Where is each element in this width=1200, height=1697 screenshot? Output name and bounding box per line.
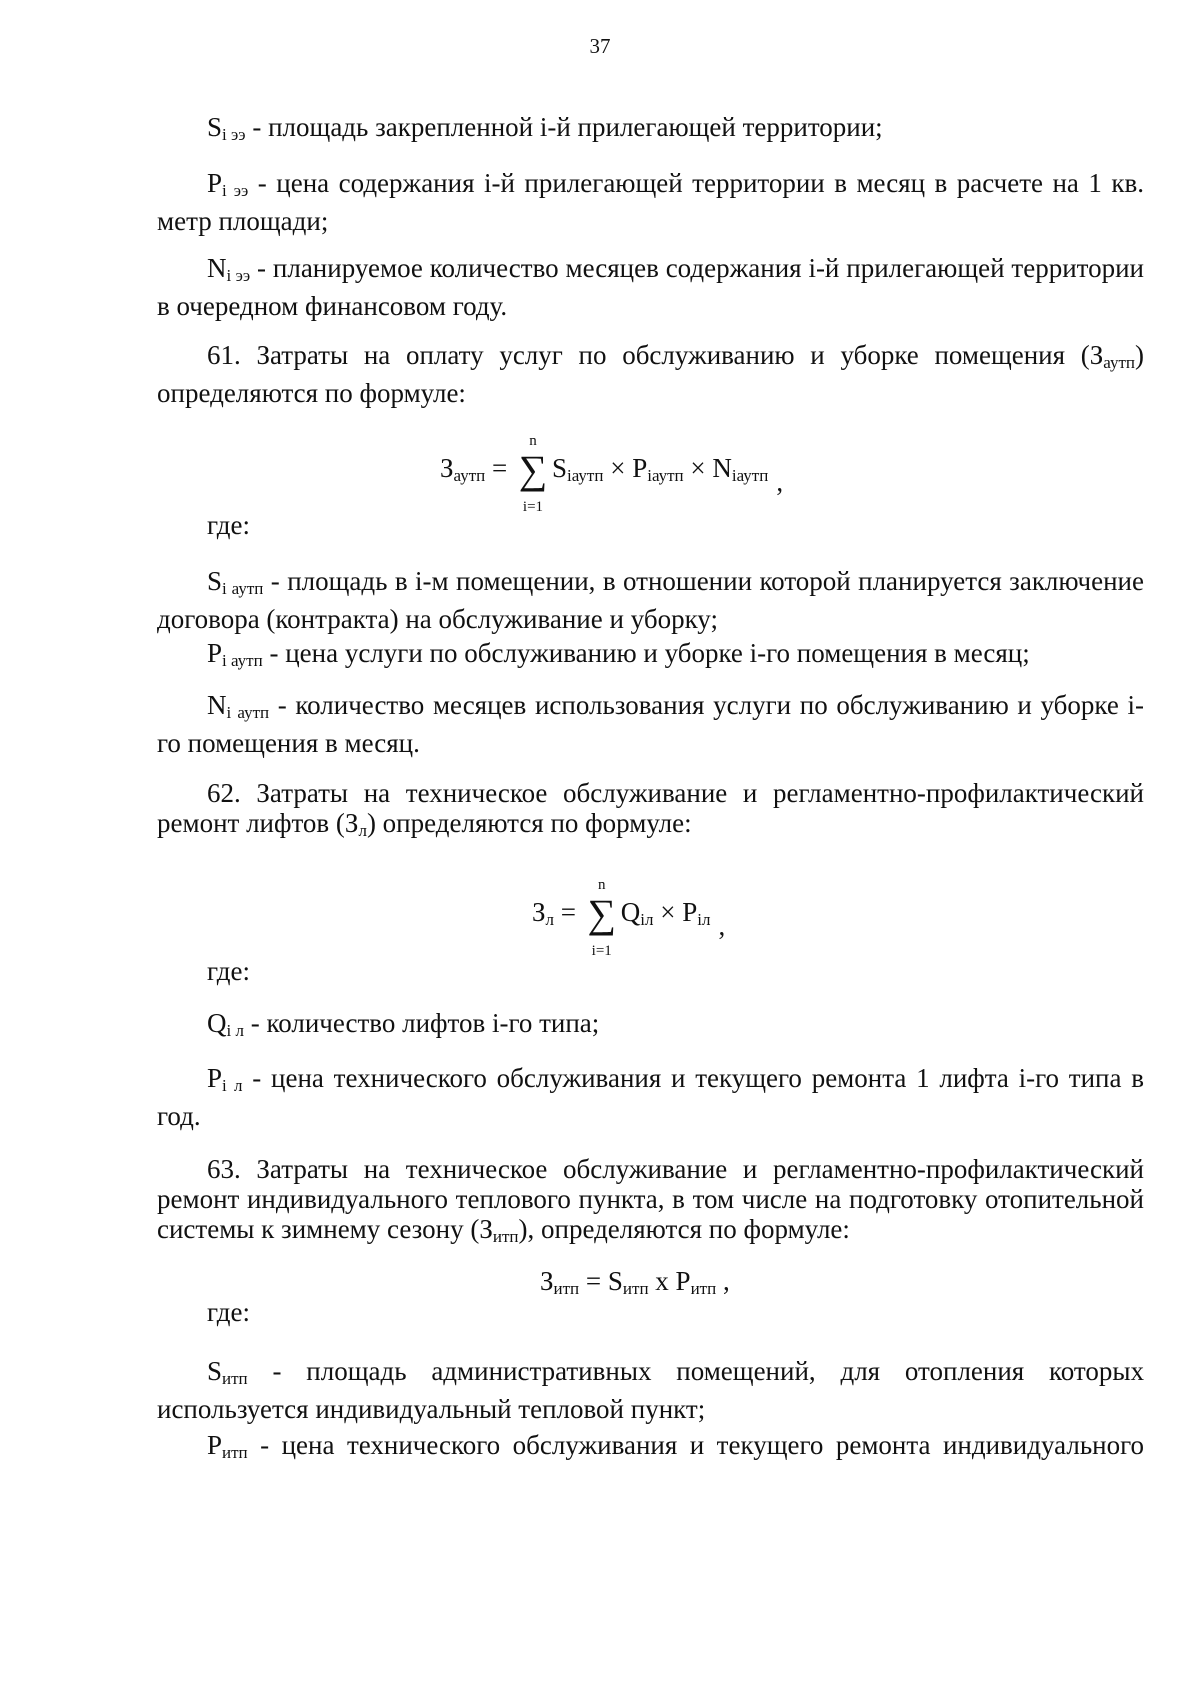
symbol: P — [207, 168, 223, 198]
term-s: S — [551, 453, 568, 483]
term-s: S — [607, 1266, 623, 1296]
term-q: Q — [620, 897, 641, 927]
definition-p-ee — [157, 168, 1144, 236]
symbol: N — [207, 690, 227, 720]
symbol-subscript: i аутп — [222, 651, 263, 670]
symbol: N — [207, 253, 227, 283]
page-number: 37 — [589, 34, 611, 58]
times-sign: × — [683, 453, 713, 483]
term-n-subscript: iаутп — [731, 466, 769, 485]
term-s-subscript: итп — [622, 1279, 649, 1298]
definition-s-aytp — [157, 566, 1144, 634]
definition-p-aytp — [157, 638, 1144, 676]
term-p-subscript: iл — [697, 910, 711, 929]
definition-s-ee — [157, 112, 1144, 150]
item-subscript: аутп — [1103, 353, 1135, 372]
formula-comma: , — [716, 1266, 730, 1296]
formula-lhs: З — [440, 453, 454, 483]
symbol: Q — [207, 1008, 227, 1038]
definition-text: - количество лифтов i-го типа; — [243, 1008, 600, 1038]
summation-sign — [585, 877, 619, 959]
sigma-glyph: ∑ — [518, 447, 548, 492]
term-p-subscript: итп — [690, 1279, 717, 1298]
term-p: P — [675, 1266, 691, 1296]
definition-text: - цена содержания i-й прилегающей территории в месяц в расчете на 1 кв. метр площади; — [157, 168, 1144, 236]
symbol: S — [207, 566, 223, 596]
definition-text: - площадь административных помещений, для отопления которых используется индивидуальный тепловой пункт; — [157, 1356, 1144, 1424]
times-sign: × — [603, 453, 633, 483]
equals-sign: = — [579, 1266, 608, 1296]
formula-lift — [532, 877, 726, 959]
item-subscript: итп — [492, 1227, 519, 1246]
definition-text: - площадь в i-м помещении, в отношении которой планируется заключение договора (контракта) на обслуживание и уборку; — [157, 566, 1144, 634]
times-sign: x — [648, 1266, 676, 1296]
term-p: P — [682, 897, 698, 927]
where-label: где: — [207, 956, 250, 986]
symbol: P — [207, 1063, 223, 1093]
summation-sign — [516, 433, 550, 515]
term-q-subscript: iл — [640, 910, 654, 929]
definition-text: - количество месяцев использования услуги по обслуживанию и уборке i-го помещения в месяц. — [157, 690, 1144, 758]
symbol-subscript: итп — [222, 1443, 248, 1462]
where-label: где: — [207, 510, 250, 540]
definition-text: - площадь закрепленной i-й прилегающей территории; — [245, 112, 883, 142]
times-sign: × — [653, 897, 683, 927]
symbol-subscript: i аутп — [226, 703, 270, 722]
definition-s-itp — [157, 1356, 1144, 1424]
formula-lhs: З — [532, 897, 546, 927]
item-text: 61. Затраты на оплату услуг по обслуживанию и уборке помещения (З — [207, 340, 1104, 370]
symbol-subscript: i л — [226, 1021, 244, 1040]
symbol-subscript: i ээ — [222, 181, 249, 200]
formula-comma: , — [718, 911, 726, 941]
symbol-subscript: i ээ — [226, 266, 251, 285]
equals-sign: = — [554, 897, 583, 927]
item-62 — [157, 778, 1144, 846]
definition-q-lift — [157, 1008, 1144, 1046]
sum-upper-limit: n — [598, 877, 606, 893]
sum-lower-limit: i=1 — [522, 499, 544, 515]
item-61 — [157, 340, 1144, 408]
definition-text: - цена услуги по обслуживанию и уборке i-го помещения в месяц; — [262, 638, 1030, 668]
formula-lhs-subscript: итп — [553, 1279, 580, 1298]
formula-lhs-subscript: л — [545, 910, 555, 929]
item-subscript: л — [358, 821, 367, 840]
formula-lhs-subscript: аутп — [453, 466, 486, 485]
symbol: P — [207, 638, 223, 668]
where-label: где: — [207, 1297, 250, 1327]
term-p: P — [632, 453, 648, 483]
item-tail: ) определяются по формуле: — [157, 340, 1144, 408]
formula-itp — [540, 1266, 730, 1299]
item-tail: ) определяются по формуле: — [366, 808, 692, 838]
symbol: S — [207, 112, 223, 142]
definition-text: - планируемое количество месяцев содержания i-й прилегающей территории в очередном финансовом году. — [157, 253, 1144, 321]
formula-aytp — [440, 433, 784, 515]
item-tail: ), определяются по формуле: — [518, 1214, 850, 1244]
definition-text: - цена технического обслуживания и текущего ремонта 1 лифта i-го типа в год. — [157, 1063, 1144, 1131]
formula-lhs: З — [540, 1266, 554, 1296]
definition-p-lift — [157, 1063, 1144, 1131]
symbol-subscript: i л — [222, 1076, 243, 1095]
symbol-subscript: итп — [222, 1369, 248, 1388]
symbol: P — [207, 1430, 223, 1460]
sum-upper-limit: n — [529, 433, 537, 449]
symbol-subscript: i аутп — [222, 579, 264, 598]
term-s-subscript: iаутп — [567, 466, 604, 485]
equals-sign: = — [485, 453, 514, 483]
formula-comma: , — [776, 467, 784, 497]
sum-lower-limit: i=1 — [591, 943, 612, 959]
symbol: S — [207, 1356, 223, 1386]
definition-n-ee — [157, 253, 1144, 321]
term-p-subscript: iаутп — [647, 466, 684, 485]
symbol-subscript: i ээ — [222, 125, 246, 144]
definition-n-aytp — [157, 690, 1144, 758]
item-63 — [157, 1154, 1144, 1252]
definition-text: - цена технического обслуживания и текущего ремонта индивидуального — [247, 1430, 1144, 1460]
definition-p-itp — [157, 1430, 1144, 1468]
item-text: 63. Затраты на техническое обслуживание и регламентно-профилактический ремонт индивидуального теплового пункта, в том числе на подготовку отопительной системы к зимнему сезону (З — [157, 1154, 1144, 1244]
sigma-glyph: ∑ — [587, 891, 616, 936]
item-text: 62. Затраты на техническое обслуживание и регламентно-профилактический ремонт лифтов (З — [157, 778, 1144, 838]
term-n: N — [712, 453, 732, 483]
